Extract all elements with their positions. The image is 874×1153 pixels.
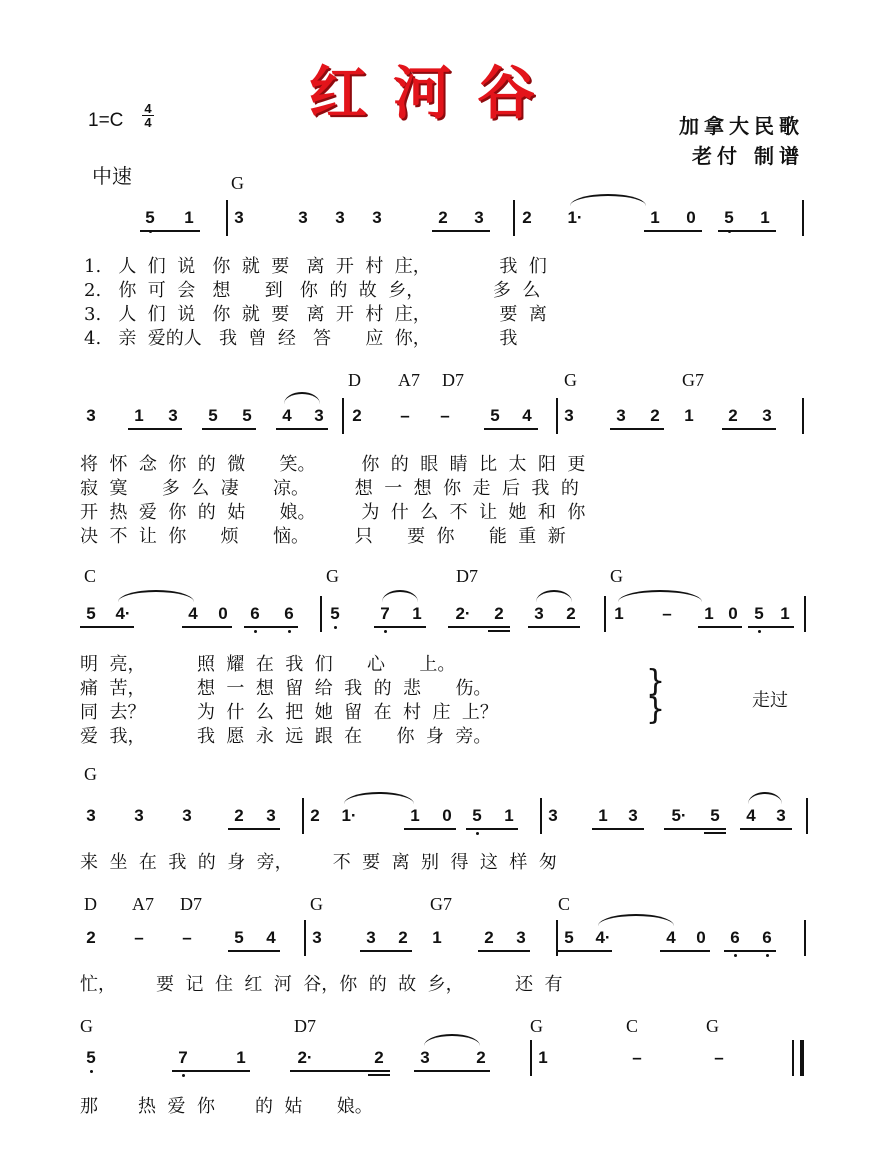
note: 4 (282, 406, 292, 425)
note: – (440, 406, 450, 425)
note: 3 (234, 208, 244, 227)
lyric-line: 忙， 要 记 住 红 河 谷，你 的 故 乡， 还 有 (80, 974, 563, 995)
lyric-line: 明 亮， 照 耀 在 我 们 心 上。 (80, 654, 456, 675)
note: 5 (490, 406, 500, 425)
lyric-line: 同 去？ 为 什 么 把 她 留 在 村 庄 上？ (80, 702, 498, 723)
chord-symbol: G (80, 1016, 93, 1036)
chord-symbol: D7 (456, 566, 478, 586)
brace-symbol: } (646, 692, 666, 727)
note: 6 (250, 604, 260, 623)
note: 1 (760, 208, 770, 227)
note: 3 (182, 806, 192, 825)
notation-line-4 (0, 798, 874, 838)
note: 5 (472, 806, 482, 825)
note: 6 (762, 928, 772, 947)
note: 2 (566, 604, 576, 623)
note: 6 (730, 928, 740, 947)
note: 5 (86, 604, 96, 623)
note: 2 (234, 806, 244, 825)
note: 0 (686, 208, 696, 227)
tempo-marking: 中速 (92, 164, 132, 188)
lyric-line: 4. 亲 爱的人 我 曾 经 答 应 你， 我 (84, 328, 518, 349)
chord-symbol: A7 (132, 894, 154, 914)
time-signature (142, 102, 154, 129)
notation-line-3 (0, 596, 874, 636)
chord-symbol: G7 (682, 370, 704, 390)
side-lyric: 走过 (752, 690, 788, 711)
lyric-line: 寂 寞 多 么 凄 凉。 想 一 想 你 走 后 我 的 (80, 478, 579, 499)
note: 1 (504, 806, 514, 825)
note: 5 (710, 806, 720, 825)
note: 4 (746, 806, 756, 825)
chord-symbol: A7 (398, 370, 420, 390)
chord-symbol: C (558, 894, 571, 914)
note: 3 (312, 928, 322, 947)
lyric-line: 来 坐 在 我 的 身 旁， 不 要 离 别 得 这 样 匆 (80, 852, 557, 873)
note: 2· (297, 1048, 313, 1067)
note: 5 (208, 406, 218, 425)
note: 2 (352, 406, 362, 425)
note: 1 (412, 604, 422, 623)
note: 3 (298, 208, 308, 227)
note: 2 (398, 928, 408, 947)
note: 3 (474, 208, 484, 227)
time-signature-top: 4 (144, 101, 152, 116)
chord-symbol: C (626, 1016, 639, 1036)
chord-symbol: G (610, 566, 623, 586)
note: – (182, 928, 192, 947)
note: 2 (374, 1048, 384, 1067)
chord-symbol: G7 (430, 894, 452, 914)
time-signature-bottom: 4 (142, 115, 154, 129)
lyric-line: 那 热 爱 你 的 姑 娘。 (80, 1096, 373, 1117)
note: 2 (310, 806, 320, 825)
chord-symbol: G (530, 1016, 543, 1036)
note: 5 (242, 406, 252, 425)
lyric-line: 将 怀 念 你 的 微 笑。 你 的 眼 睛 比 太 阳 更 (80, 454, 586, 475)
note: 0 (696, 928, 706, 947)
note: 2 (650, 406, 660, 425)
note: 3 (372, 208, 382, 227)
note: 1 (704, 604, 714, 623)
chord-symbol: D7 (442, 370, 464, 390)
note: 5 (145, 208, 155, 227)
chord-symbol: G (310, 894, 323, 914)
lyric-line: 痛 苦， 想 一 想 留 给 我 的 悲 伤。 (80, 678, 492, 699)
note: 5 (754, 604, 764, 623)
note: 3 (516, 928, 526, 947)
lyric-line: 2. 你 可 会 想 到 你 的 故 乡， 多 么 (84, 280, 541, 301)
note: 7 (178, 1048, 188, 1067)
note: 4· (595, 928, 611, 947)
chord-symbol: C (84, 566, 97, 586)
chord-symbol: D (348, 370, 361, 390)
note: 7 (380, 604, 390, 623)
note: 3 (628, 806, 638, 825)
chord-symbol: G (231, 173, 244, 193)
lyric-line: 3. 人 们 说 你 就 要 离 开 村 庄， 要 离 (84, 304, 547, 325)
note: 0 (728, 604, 738, 623)
note: 5· (671, 806, 687, 825)
note: 2 (484, 928, 494, 947)
note: 2 (476, 1048, 486, 1067)
note: 5 (330, 604, 340, 623)
note: – (134, 928, 144, 947)
note: 3 (564, 406, 574, 425)
note: 3 (86, 806, 96, 825)
brace-symbol: } (646, 664, 666, 699)
note: 0 (442, 806, 452, 825)
note: 3 (314, 406, 324, 425)
chord-symbol: G (564, 370, 577, 390)
note: – (400, 406, 410, 425)
note: 2 (494, 604, 504, 623)
note: 1 (538, 1048, 548, 1067)
note: 1 (410, 806, 420, 825)
note: 3 (548, 806, 558, 825)
note: 3 (776, 806, 786, 825)
note: 5 (234, 928, 244, 947)
key-signature: 1=C (88, 110, 124, 131)
note: 2 (522, 208, 532, 227)
note: 1 (184, 208, 194, 227)
note: 4 (188, 604, 198, 623)
note: 1 (134, 406, 144, 425)
note: 3 (168, 406, 178, 425)
note: 1· (567, 208, 583, 227)
chord-symbol: D7 (180, 894, 202, 914)
note: 2 (728, 406, 738, 425)
note: 1 (598, 806, 608, 825)
note: 6 (284, 604, 294, 623)
notation-line-2 (0, 398, 874, 438)
note: 3 (86, 406, 96, 425)
note: 3 (534, 604, 544, 623)
note: 4· (115, 604, 131, 623)
note: 1 (432, 928, 442, 947)
note: 1· (341, 806, 357, 825)
note: 4 (522, 406, 532, 425)
song-title: 红河谷 (308, 59, 561, 127)
note: 5 (724, 208, 734, 227)
note: 1 (236, 1048, 246, 1067)
notation-line-6 (0, 1040, 874, 1080)
note: 1 (780, 604, 790, 623)
note: 0 (218, 604, 228, 623)
note: 3 (134, 806, 144, 825)
note: – (662, 604, 672, 623)
lyric-line: 决 不 让 你 烦 恼。 只 要 你 能 重 新 (80, 526, 566, 547)
lyric-line: 1. 人 们 说 你 就 要 离 开 村 庄， 我 们 (84, 256, 547, 277)
note: 4 (666, 928, 676, 947)
chord-symbol: G (706, 1016, 719, 1036)
chord-symbol: D (84, 894, 97, 914)
chord-symbol: G (326, 566, 339, 586)
lyric-line: 开 热 爱 你 的 姑 娘。 为 什 么 不 让 她 和 你 (80, 502, 586, 523)
chord-symbol: G (84, 764, 97, 784)
lyric-line: 爱 我， 我 愿 永 远 跟 在 你 身 旁。 (80, 726, 492, 747)
note: 1 (650, 208, 660, 227)
note: 3 (762, 406, 772, 425)
notation-line-1 (0, 200, 874, 240)
note: 1 (614, 604, 624, 623)
credit-arranger: 老付 制谱 (692, 144, 804, 168)
note: 5 (564, 928, 574, 947)
note: 1 (684, 406, 694, 425)
note: – (632, 1048, 642, 1067)
note: 3 (616, 406, 626, 425)
credit-origin: 加拿大民歌 (679, 114, 804, 138)
chord-symbol: D7 (294, 1016, 316, 1036)
note: 4 (266, 928, 276, 947)
note: 5 (86, 1048, 96, 1067)
note: 2 (438, 208, 448, 227)
note: 3 (366, 928, 376, 947)
note: 2 (86, 928, 96, 947)
note: 3 (420, 1048, 430, 1067)
notation-line-5 (0, 920, 874, 960)
note: 2· (455, 604, 471, 623)
note: 3 (335, 208, 345, 227)
note: 3 (266, 806, 276, 825)
note: – (714, 1048, 724, 1067)
